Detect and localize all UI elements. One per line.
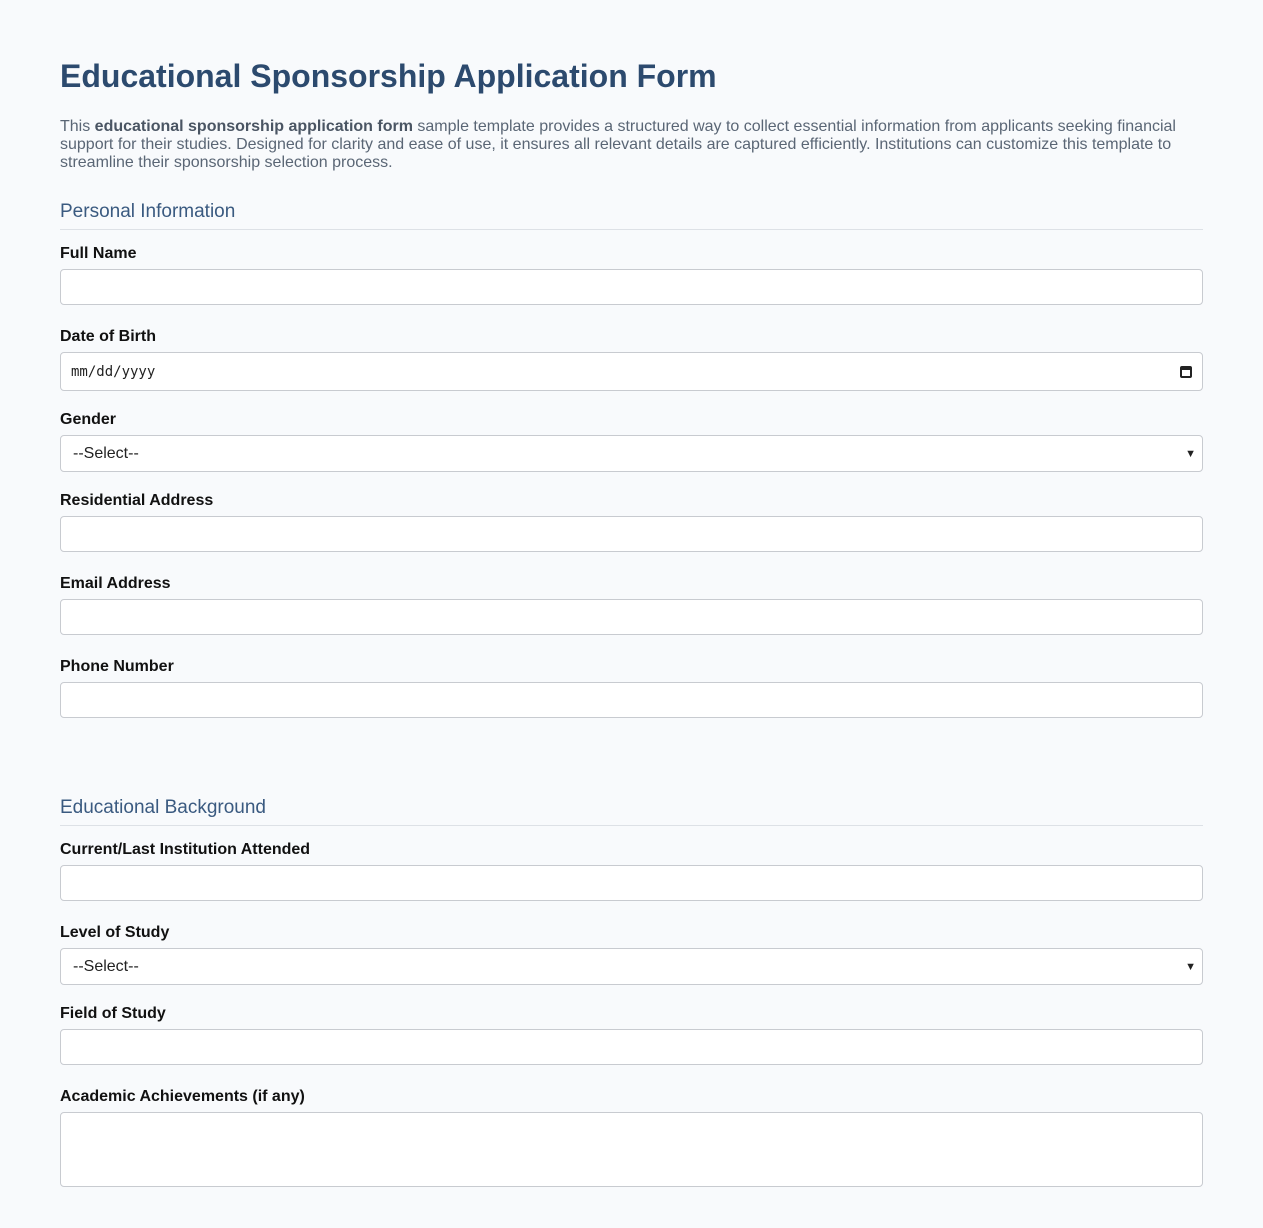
intro-bold: educational sponsorship application form	[94, 118, 413, 135]
intro-text	[60, 118, 1203, 172]
dob-input[interactable]	[60, 352, 1203, 391]
page-title: Educational Sponsorship Application Form	[60, 58, 717, 94]
field-label: Field of Study	[60, 1005, 166, 1022]
personal-section	[60, 201, 1203, 740]
email-label: Email Address	[60, 575, 171, 592]
address-input[interactable]	[60, 516, 1203, 552]
intro-prefix: This	[60, 118, 95, 135]
full-name-input[interactable]	[60, 269, 1203, 305]
address-label: Residential Address	[60, 492, 214, 509]
section-heading-education: Educational Background	[60, 797, 1203, 826]
phone-input[interactable]	[60, 682, 1203, 718]
chevron-down-icon: ▼	[1185, 447, 1196, 460]
gender-select[interactable]	[60, 435, 1203, 472]
chevron-down-icon: ▼	[1185, 960, 1196, 973]
email-input[interactable]	[60, 599, 1203, 635]
calendar-icon[interactable]	[1180, 366, 1192, 378]
institution-input[interactable]	[60, 865, 1203, 901]
intro-suffix: sample template provides a structured way to collect essential information from applicants seeking financial support for their studies. Designed for clarity and ease of use, it ensures all relevant details are captured efficiently. Institutions can customize this template to streamline their sponsorship selection process.	[60, 118, 1176, 171]
gender-value: --Select--	[73, 444, 139, 462]
institution-label: Current/Last Institution Attended	[60, 841, 311, 858]
dob-label: Date of Birth	[60, 328, 156, 345]
level-label: Level of Study	[60, 924, 170, 941]
level-select[interactable]	[60, 948, 1203, 985]
field-input[interactable]	[60, 1029, 1203, 1065]
full-name-label: Full Name	[60, 245, 137, 262]
dob-placeholder: mm/dd/yyyy	[71, 363, 156, 380]
achievements-label: Academic Achievements (if any)	[60, 1088, 305, 1105]
gender-label: Gender	[60, 411, 117, 428]
level-value: --Select--	[73, 957, 139, 975]
education-section	[60, 797, 1203, 1209]
phone-label: Phone Number	[60, 658, 174, 675]
section-heading-personal: Personal Information	[60, 201, 1203, 230]
achievements-textarea[interactable]	[60, 1112, 1203, 1187]
